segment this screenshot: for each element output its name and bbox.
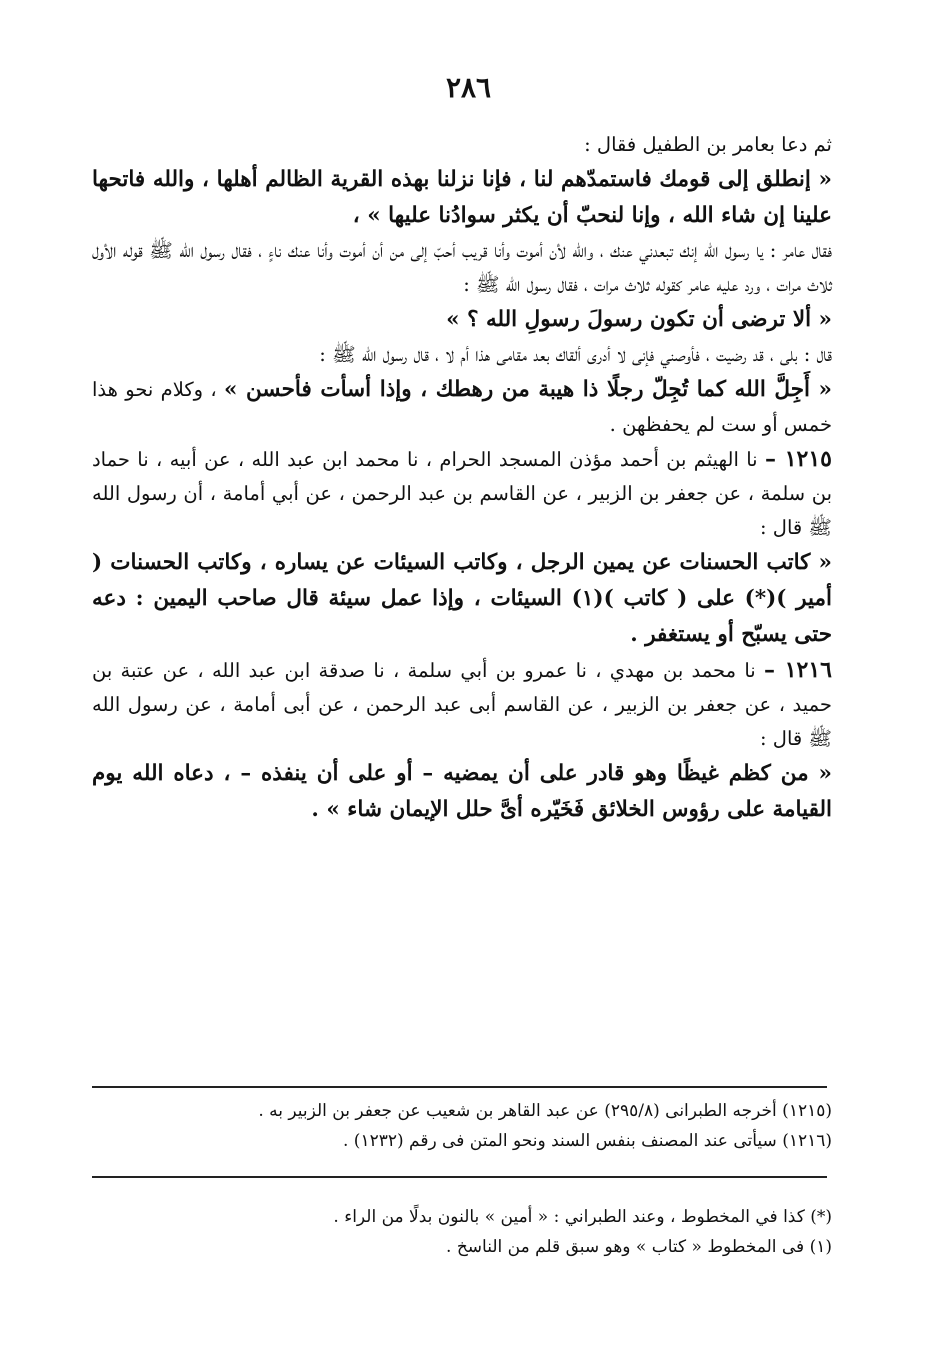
hadith-quote-4: « كاتب الحسنات عن يمين الرجل ، وكاتب السيئات عن يساره ، وكاتب الحسنات ( أمير )(*) على ( كاتب )(١) السيئات ، وإذا عمل سيئة قال صاحب اليمين : دعه حتى يسبّح أو يستغفر . — [92, 550, 833, 647]
paragraph-ijlal-tail: ، وكلام نحو هذا خمس أو ست لم يحفظهن . — [92, 378, 832, 436]
footnote-one: (١) فى المخطوط « كتاب » وهو سبق قلم من الناسخ . — [446, 1237, 832, 1257]
hadith-number-1216: ١٢١٦ – — [764, 657, 832, 683]
footnote-divider — [92, 1176, 827, 1178]
hadith-quote-1: « إنطلق إلى قومك فاستمدّهم لنا ، فإنا نزلنا بهذه القرية الظالم أهلها ، والله فاتحها علينا إن شاء الله ، وإنا لنحبّ أن يكثر سوادُنا عليها » ، — [92, 167, 832, 228]
hadith-1216-isnad — [92, 653, 832, 756]
hadith-1216-text: نا محمد بن مهدي ، نا عمرو بن أبي سلمة ، نا صدقة ابن عبد الله ، عن عتبة بن حميد ، عن جعفر بن الزبير ، عن القاسم أبى عبد الرحمن ، عن أبى أمامة ، عن رسول الله ﷺ قال : — [92, 659, 832, 750]
takhrij-note-1215: (١٢١٥) أخرجه الطبرانى (٢٩٥/٨) عن عبد القاهر بن شعيب عن جعفر بن الزبير به . — [258, 1101, 832, 1121]
footnotes — [92, 1202, 832, 1262]
page-number: ٢٨٦ — [445, 71, 492, 104]
main-text — [92, 128, 832, 828]
hadith-1215-text: نا الهيثم بن أحمد مؤذن المسجد الحرام ، نا محمد ابن عبد الله ، عن أبيه ، نا حماد بن سلمة ، عن جعفر بن الزبير ، عن القاسم بن عبد الرحمن ، عن أبي أمامة ، أن رسول الله ﷺ قال : — [92, 448, 832, 539]
hadith-quote-5: « من كظم غيظًا وهو قادر على أن يمضيه – أو على أن ينفذه – ، دعاه الله يوم القيامة على رؤوس الخلائق فَخَيّره أىَّ حلل الإيمان شاء » . — [92, 761, 832, 822]
paragraph-wasiyya: قال : بلى ، قد رضيت ، فأوصني فإنى لا أدرى ألقاك بعد مقامى هذا أم لا ، قال رسول الله ﷺ : — [319, 343, 832, 366]
paragraph-ijlal — [92, 372, 832, 442]
hadith-number-1215: ١٢١٥ – — [764, 446, 832, 472]
paragraph-amir: فقال عامر : يا رسول الله إنك تبعدني عنك ، والله لأن أموت وأنا قريب أحبّ إلى من أن أموت وأنا عنك ناءٍ ، فقال رسول الله ﷺ قوله الأول ثلاث مرات ، ورد عليه عامر كقوله ثلاث مرات ، فقال رسول الله ﷺ : — [92, 239, 832, 296]
intro-line: ثم دعا بعامر بن الطفيل فقال : — [584, 133, 832, 156]
hadith-1215-isnad — [92, 442, 832, 545]
takhrij-divider — [92, 1086, 827, 1088]
hadith-quote-3: « أَجِلَّ الله كما تُجِلّ رجلًا ذا هيبة من رهطك ، وإذا أسأت فأحسن » — [224, 377, 832, 402]
takhrij-notes — [92, 1096, 832, 1156]
takhrij-note-1216: (١٢١٦) سيأتى عند المصنف بنفس السند ونحو المتن فى رقم (١٢٣٢) . — [342, 1131, 832, 1151]
footnote-star: (*) كذا في المخطوط ، وعند الطبراني : « أمين » بالنون بدلًا من الراء . — [333, 1207, 832, 1227]
hadith-quote-2: « ألا ترضى أن تكون رسولَ رسولِ الله ؟ » — [446, 307, 832, 332]
